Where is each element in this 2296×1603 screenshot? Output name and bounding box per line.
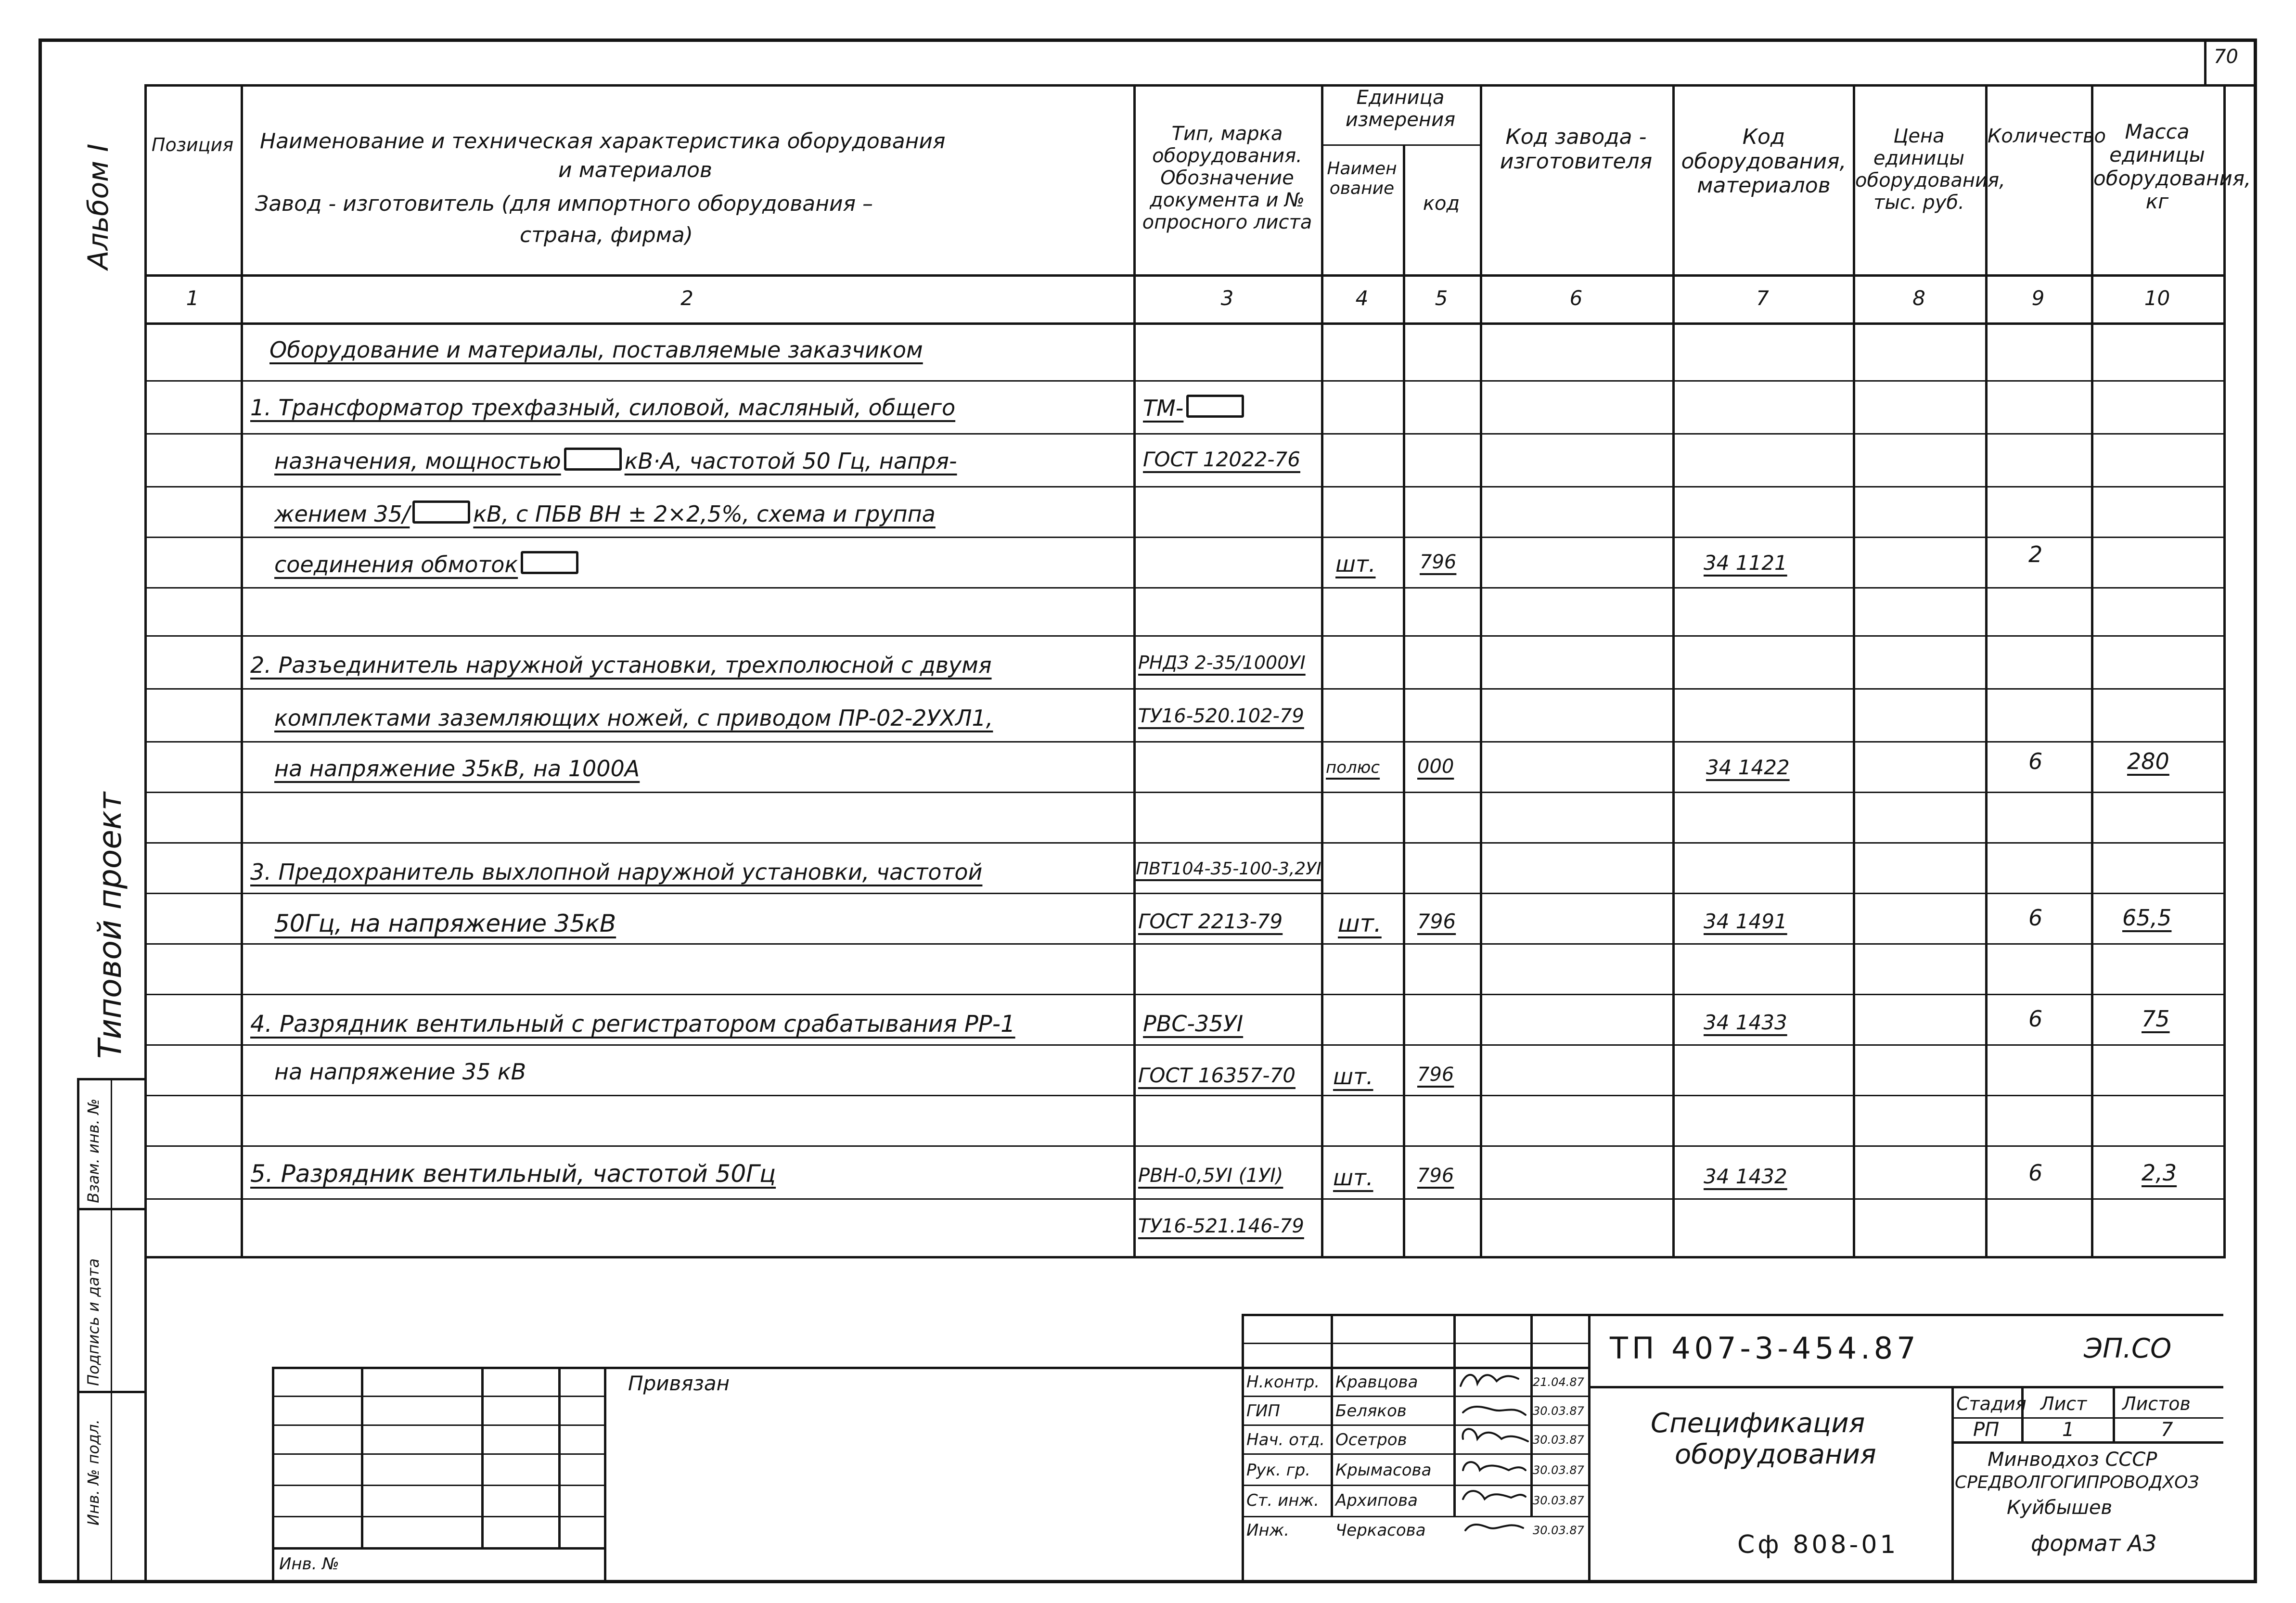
document-title-line1: Спецификация — [1651, 1408, 1865, 1439]
row-line — [144, 792, 2223, 793]
sig-date: 30.03.87 — [1533, 1524, 1584, 1537]
col-divider — [1672, 84, 1675, 1256]
row-5-unit: шт. — [1333, 1165, 1373, 1191]
inventory-label: Инв. № — [279, 1554, 339, 1574]
row-1c-name-b: кВ, с ПБВ ВН ± 2×2,5%, схема и группа — [473, 501, 936, 527]
tb-line — [1588, 1314, 1591, 1583]
row-line — [144, 1198, 2223, 1200]
album-label: Альбом I — [82, 143, 115, 269]
section-title: Оборудование и материалы, поставляемые заказчиком — [269, 337, 923, 363]
tb-line — [1242, 1485, 1588, 1486]
header-separator — [144, 274, 2223, 277]
row-4b-code: 796 — [1417, 1064, 1454, 1086]
row-2c-unit: полюс — [1326, 758, 1380, 777]
header-unit-code: код — [1423, 192, 1460, 215]
header-price: Цена единицы оборудования, тыс. руб. — [1855, 125, 2005, 214]
tb-line — [272, 1396, 604, 1397]
row-2c-name: на напряжение 35кВ, на 1000А — [274, 756, 640, 782]
row-5-name: 5. Разрядник вентильный, частотой 50Гц — [250, 1160, 776, 1188]
table-border-right — [2223, 84, 2226, 1258]
header-name-line2: и материалов — [558, 158, 712, 182]
row-2-name: 2. Разъединитель наружной установки, трехполюсной с двумя — [250, 652, 992, 678]
row-4-mass: 75 — [2142, 1006, 2170, 1032]
row-1-type-text: ТМ- — [1143, 395, 1184, 421]
row-line — [144, 943, 2223, 945]
row-3b-qty: 6 — [2028, 905, 2043, 931]
header-manufacturer-code: Код завода - изготовителя — [1500, 125, 1653, 174]
row-3-name: 3. Предохранитель выхлопной наружной установки, частотой — [250, 859, 983, 885]
row-1c-name-a: жением 35/ — [274, 501, 410, 527]
handwritten-signatures — [1456, 1367, 1530, 1550]
col-number: 3 — [1220, 286, 1234, 310]
header-mass: Масса единицы оборудования, кг — [2093, 120, 2251, 213]
row-2-type: РНДЗ 2-35/1000УI — [1138, 652, 1306, 673]
sheet-value: 1 — [2062, 1419, 2075, 1441]
row-line — [144, 1044, 2223, 1046]
row-4b-type: ГОСТ 16357-70 — [1138, 1064, 1296, 1087]
row-2c-code: 000 — [1417, 756, 1454, 778]
row-3b-unit: шт. — [1338, 910, 1382, 937]
col-divider — [2091, 84, 2093, 1256]
col-number: 7 — [1756, 286, 1769, 310]
table-border-bottom — [144, 1256, 2223, 1258]
organization-line1: Минводхоз СССР — [1988, 1449, 2157, 1471]
tb-line — [272, 1547, 604, 1550]
tb-line — [1588, 1386, 2223, 1388]
tb-line — [1242, 1516, 1588, 1517]
tb-line — [272, 1367, 274, 1583]
row-line — [144, 688, 2223, 690]
row-2b-name: комплектами заземляющих ножей, с приводом ПР-02-2УХЛ1, — [274, 705, 993, 731]
row-line — [144, 1145, 2223, 1147]
col-number: 5 — [1435, 286, 1448, 310]
tb-line — [272, 1453, 604, 1455]
row-4-equip-code: 34 1433 — [1704, 1011, 1787, 1034]
sig-date: 30.03.87 — [1533, 1433, 1584, 1447]
sheet-number: 70 — [2214, 46, 2238, 68]
col-divider — [1480, 84, 1482, 1256]
tb-line — [1331, 1314, 1333, 1516]
bound-label: Привязан — [628, 1372, 730, 1395]
sig-role: ГИП — [1246, 1401, 1280, 1421]
row-5-type: РВН-0,5УI (1УI) — [1138, 1165, 1283, 1187]
tb-line — [1242, 1453, 1588, 1455]
row-2c-equip-code: 34 1422 — [1706, 756, 1790, 779]
row-4-name: 4. Разрядник вентильный с регистратором срабатывания РР-1 — [250, 1011, 1015, 1038]
typical-project-label: Типовой проект — [91, 792, 128, 1059]
tb-line — [1951, 1386, 1954, 1583]
row-line — [144, 635, 2223, 637]
organization-line2: СРЕДВОЛГОГИПРОВОДХОЗ — [1955, 1473, 2199, 1492]
col-divider — [1403, 144, 1405, 1256]
row-1b-name-a: назначения, мощностью — [274, 448, 561, 474]
sig-role: Нач. отд. — [1246, 1430, 1325, 1449]
row-3-type: ПВТ104-35-100-3,2УI — [1136, 859, 1321, 879]
tb-line — [558, 1367, 561, 1547]
col-divider — [1321, 84, 1323, 1256]
row-line — [144, 433, 2223, 435]
tb-line — [481, 1367, 484, 1547]
sig-name: Архипова — [1335, 1491, 1418, 1510]
colnum-separator — [144, 322, 2223, 325]
sig-name: Кравцова — [1335, 1372, 1418, 1392]
unit-group-separator — [1321, 144, 1480, 146]
sig-name: Осетров — [1335, 1430, 1407, 1449]
col-number: 9 — [2031, 286, 2045, 310]
header-type: Тип, марка оборудования. Обозначение документа и № опросного листа — [1142, 123, 1312, 233]
tb-line — [272, 1424, 604, 1426]
row-line — [144, 537, 2223, 538]
row-line — [144, 741, 2223, 743]
header-name-line3: Завод - изготовитель (для импортного оборудования – — [255, 192, 873, 216]
row-line — [144, 380, 2223, 382]
row-1b-name — [274, 448, 957, 474]
row-1b-type: ГОСТ 12022-76 — [1143, 448, 1300, 471]
row-1b-name-b: кВ·А, частотой 50 Гц, напря- — [624, 448, 957, 474]
col-number: 6 — [1569, 286, 1583, 310]
row-4-type: РВС-35УI — [1143, 1011, 1244, 1037]
row-line — [144, 893, 2223, 894]
row-2b-type: ТУ16-520.102-79 — [1138, 705, 1304, 727]
row-3b-mass: 65,5 — [2122, 905, 2172, 931]
tb-line — [1951, 1441, 2223, 1444]
stage-value: РП — [1973, 1419, 2000, 1441]
tb-line — [2113, 1386, 2115, 1441]
row-2c-mass: 280 — [2127, 748, 2169, 774]
archive-stamp: Сф 808-01 — [1737, 1530, 1899, 1559]
organization-line3: Куйбышев — [2007, 1497, 2113, 1519]
header-equipment-code: Код оборудования, материалов — [1681, 125, 1847, 198]
tb-line — [1242, 1314, 2223, 1316]
sig-role: Инж. — [1246, 1521, 1290, 1540]
tb-line — [1242, 1314, 1244, 1583]
tb-line — [272, 1516, 604, 1517]
tb-line — [604, 1367, 606, 1583]
row-1d-qty: 2 — [2028, 541, 2043, 567]
col-number: 8 — [1912, 286, 1925, 310]
header-unit-group: Единица измерения — [1345, 87, 1456, 131]
drawing-frame — [38, 38, 2257, 1583]
blank-field-box — [521, 551, 578, 574]
row-line — [144, 994, 2223, 995]
sig-date: 30.03.87 — [1533, 1463, 1584, 1477]
row-4b-unit: шт. — [1333, 1064, 1373, 1090]
row-3b-type: ГОСТ 2213-79 — [1138, 910, 1283, 933]
tb-line — [272, 1367, 1242, 1369]
stamp-divider — [77, 1078, 79, 1583]
stage-label: Стадия — [1956, 1393, 2027, 1414]
row-4b-name: на напряжение 35 кВ — [274, 1059, 526, 1085]
tb-line — [272, 1485, 604, 1486]
col-number: 1 — [186, 286, 199, 310]
sig-date: 21.04.87 — [1533, 1375, 1584, 1389]
sig-name: Беляков — [1335, 1401, 1407, 1421]
stamp-label-signature: Подпись и дата — [84, 1258, 103, 1386]
sig-date: 30.03.87 — [1533, 1404, 1584, 1418]
col-divider — [1133, 84, 1136, 1256]
row-5-code: 796 — [1417, 1165, 1454, 1187]
tb-line — [1242, 1367, 1588, 1369]
document-title-line2: оборудования — [1675, 1439, 1876, 1470]
row-5-equip-code: 34 1432 — [1704, 1165, 1787, 1188]
row-1d-unit: шт. — [1335, 551, 1376, 577]
table-border-left — [144, 84, 147, 1080]
header-quantity: Количество — [1988, 125, 2106, 147]
row-5-qty: 6 — [2028, 1160, 2043, 1186]
row-1c-name — [274, 500, 936, 527]
sig-name: Черкасова — [1335, 1521, 1426, 1540]
row-3b-name: 50Гц, на напряжение 35кВ — [274, 910, 616, 937]
row-1d-name — [274, 551, 581, 577]
blank-field-box — [412, 500, 470, 524]
stamp-label-replaced: Взам. инв. № — [84, 1098, 103, 1203]
row-3b-code: 796 — [1417, 910, 1456, 933]
header-name-line1: Наименование и техническая характеристика оборудования — [260, 129, 946, 154]
row-2c-qty: 6 — [2028, 748, 2043, 774]
row-line — [144, 842, 2223, 844]
col-divider — [1853, 84, 1855, 1256]
blank-field-box — [564, 448, 622, 471]
col-number: 4 — [1355, 286, 1369, 310]
row-line — [144, 1095, 2223, 1096]
row-5b-type: ТУ16-521.146-79 — [1138, 1215, 1304, 1237]
col-divider — [1985, 84, 1988, 1256]
row-1d-equip-code: 34 1121 — [1704, 551, 1787, 575]
document-code: ТП 407-3-454.87 — [1610, 1331, 1920, 1366]
row-1-name: 1. Трансформатор трехфазный, силовой, масляный, общего — [250, 395, 956, 421]
header-position: Позиция — [151, 134, 234, 155]
row-3b-equip-code: 34 1491 — [1704, 910, 1787, 933]
row-1d-code: 796 — [1420, 551, 1457, 573]
row-1-type — [1143, 395, 1247, 421]
row-1d-name-a: соединения обмоток — [274, 551, 518, 577]
sheet-format: формат А3 — [2031, 1530, 2157, 1556]
col-divider — [241, 84, 243, 1256]
header-unit-name: Наименование — [1327, 159, 1397, 199]
tb-line — [1242, 1424, 1588, 1426]
row-line — [144, 486, 2223, 487]
sheet-label: Лист — [2040, 1393, 2087, 1414]
sig-role: Н.контр. — [1246, 1372, 1320, 1392]
tb-line — [361, 1367, 363, 1547]
document-suffix: ЭП.СО — [2084, 1333, 2172, 1364]
stamp-label-inventory: Инв. № подл. — [84, 1419, 103, 1526]
sheets-label: Листов — [2122, 1393, 2191, 1414]
blank-field-box — [1186, 395, 1244, 418]
row-line — [144, 587, 2223, 589]
sig-role: Рук. гр. — [1246, 1461, 1311, 1480]
sheets-value: 7 — [2161, 1419, 2173, 1441]
header-name-line4: страна, фирма) — [520, 223, 693, 247]
stamp-divider — [144, 1078, 147, 1583]
sig-role: Ст. инж. — [1246, 1491, 1319, 1510]
tb-line — [1242, 1343, 1588, 1344]
row-4-qty: 6 — [2028, 1006, 2043, 1032]
row-5-mass: 2,3 — [2142, 1160, 2177, 1186]
tb-line — [1242, 1396, 1588, 1397]
sig-name: Крымасова — [1335, 1461, 1432, 1480]
col-number: 10 — [2144, 286, 2170, 310]
col-number: 2 — [680, 286, 693, 310]
sig-date: 30.03.87 — [1533, 1494, 1584, 1507]
table-border-top — [144, 84, 2223, 87]
stamp-divider — [111, 1078, 112, 1583]
